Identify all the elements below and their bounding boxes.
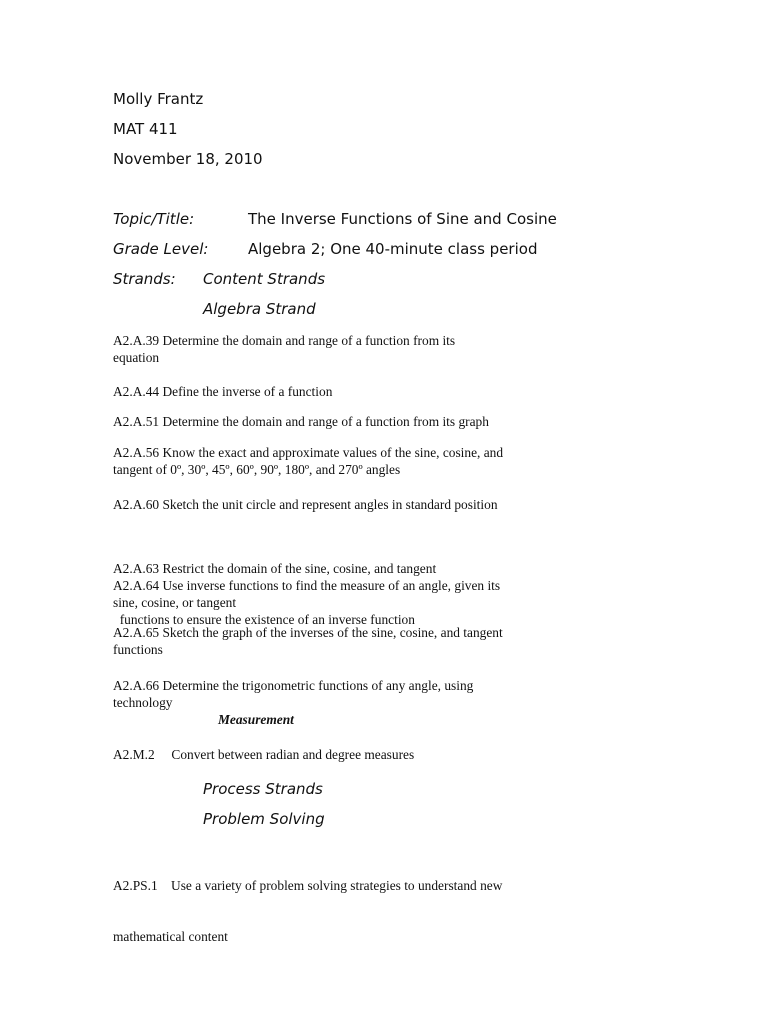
- grade-value: Algebra 2; One 40-minute class period: [248, 240, 538, 258]
- standard-line: A2.A.56 Know the exact and approximate values of the sine, cosine, and: [113, 445, 504, 460]
- standard-line: A2.A.44 Define the inverse of a function: [113, 384, 333, 399]
- author-name: Molly Frantz: [113, 90, 204, 108]
- standard-line: equation: [113, 350, 160, 365]
- course-code: MAT 411: [113, 120, 178, 138]
- standard-item: [113, 624, 583, 658]
- standard-item: [113, 444, 583, 478]
- standard-line: A2.A.65 Sketch the graph of the inverses of the sine, cosine, and tangent: [113, 625, 503, 640]
- strands-label: Strands:: [113, 270, 176, 288]
- standard-item: [113, 383, 583, 400]
- content-strands-heading: Content Strands: [203, 270, 326, 288]
- standard-line: mathematical content: [113, 929, 228, 944]
- standard-line: sine, cosine, or tangent: [113, 595, 237, 610]
- document-date: November 18, 2010: [113, 150, 263, 168]
- standard-line: tangent of 0º, 30º, 45º, 60º, 90º, 180º, and 270º angles: [113, 462, 401, 477]
- problem-solving-heading: Problem Solving: [203, 810, 325, 828]
- standard-line: A2.PS.1 Use a variety of problem solving strategies to understand new: [113, 878, 503, 893]
- measurement-heading: Measurement: [218, 712, 294, 727]
- topic-value: The Inverse Functions of Sine and Cosine: [248, 210, 557, 228]
- standard-line: A2.A.51 Determine the domain and range of a function from its graph: [113, 414, 489, 429]
- standard-line: A2.A.66 Determine the trigonometric functions of any angle, using: [113, 678, 474, 693]
- algebra-strand-heading: Algebra Strand: [203, 300, 316, 318]
- process-standard: [113, 843, 583, 979]
- standard-item: [113, 413, 583, 430]
- standard-item: [113, 577, 583, 611]
- standard-item: [113, 332, 583, 366]
- standard-line: functions: [113, 642, 163, 657]
- standard-line: A2.A.60 Sketch the unit circle and represent angles in standard position: [113, 497, 498, 512]
- standard-line: functions to ensure the existence of an inverse function: [113, 612, 415, 627]
- measurement-standard: A2.M.2 Convert between radian and degree measures: [113, 747, 415, 762]
- standard-item: [113, 496, 583, 513]
- standard-line: A2.A.63 Restrict the domain of the sine, cosine, and tangent: [113, 561, 437, 576]
- standard-line: A2.A.39 Determine the domain and range of a function from its: [113, 333, 456, 348]
- standard-line: A2.A.64 Use inverse functions to find the measure of an angle, given its: [113, 578, 501, 593]
- process-strands-heading: Process Strands: [203, 780, 323, 798]
- topic-label: Topic/Title:: [113, 210, 195, 228]
- grade-label: Grade Level:: [113, 240, 209, 258]
- standard-line: technology: [113, 695, 173, 710]
- standard-item: [113, 677, 583, 711]
